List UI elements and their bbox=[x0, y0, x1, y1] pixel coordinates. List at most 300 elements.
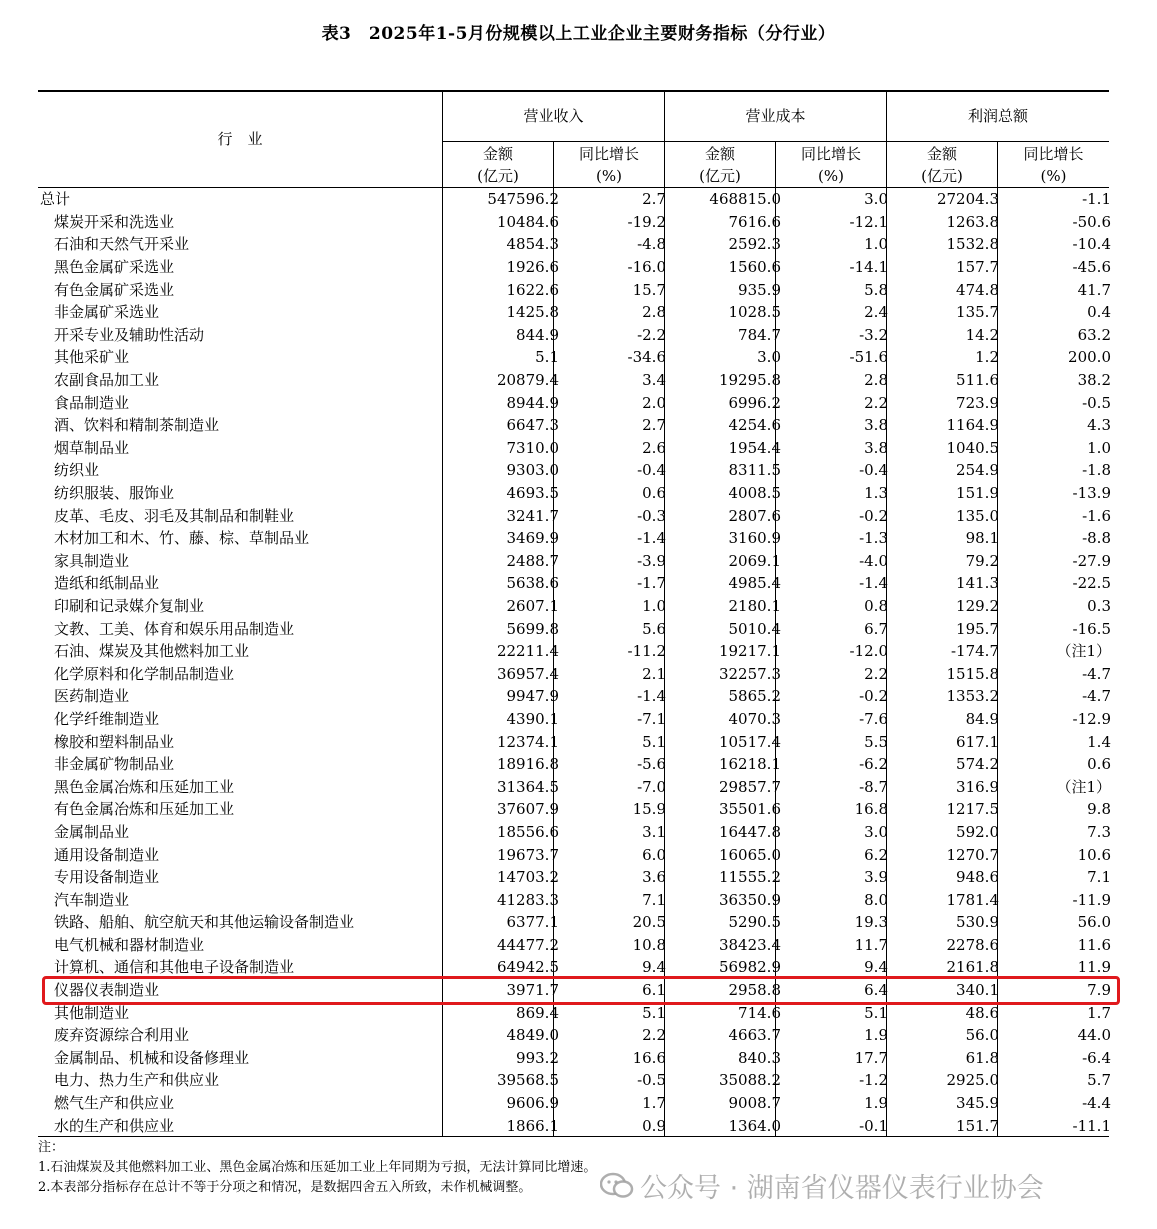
growth-cell: 5.8 bbox=[864, 280, 888, 299]
amount-cell: 5010.4 bbox=[728, 619, 781, 638]
growth-cell: 9.8 bbox=[1087, 800, 1111, 819]
amount-cell: 157.7 bbox=[956, 258, 999, 277]
growth-cell: 7.1 bbox=[1087, 868, 1111, 887]
industry-name: 非金属矿物制品业 bbox=[54, 755, 175, 774]
growth-cell: -0.4 bbox=[859, 461, 888, 480]
note-line: 1.石油煤炭及其他燃料加工业、黑色金属冶炼和压延加工业上年同期为亏损，无法计算同比增速。 bbox=[38, 1160, 597, 1175]
growth-cell: -6.4 bbox=[1082, 1048, 1111, 1067]
growth-cell: 0.3 bbox=[1087, 596, 1111, 615]
amount-cell: 840.3 bbox=[738, 1048, 781, 1067]
amount-cell: 617.1 bbox=[956, 732, 999, 751]
amount-cell: 4008.5 bbox=[728, 484, 781, 503]
industry-name: 化学纤维制造业 bbox=[54, 709, 160, 728]
amount-cell: 316.9 bbox=[956, 777, 999, 796]
industry-name: 酒、饮料和精制茶制造业 bbox=[54, 416, 220, 435]
amount-cell: 141.3 bbox=[956, 574, 999, 593]
industry-name: 金属制品、机械和设备修理业 bbox=[54, 1048, 250, 1067]
amount-cell: 19673.7 bbox=[496, 845, 559, 864]
growth-cell: -1.2 bbox=[859, 1071, 888, 1090]
growth-cell: 5.7 bbox=[1087, 1071, 1111, 1090]
amount-cell: 2488.7 bbox=[506, 551, 559, 570]
growth-cell: 41.7 bbox=[1077, 280, 1111, 299]
growth-cell: -0.2 bbox=[859, 506, 888, 525]
amount-cell: 8311.5 bbox=[728, 461, 781, 480]
growth-cell: 20.5 bbox=[632, 913, 666, 932]
growth-cell: 1.9 bbox=[864, 1026, 888, 1045]
notes bbox=[38, 1138, 596, 1198]
industry-name: 仪器仪表制造业 bbox=[54, 981, 160, 1000]
growth-cell: 0.6 bbox=[1087, 755, 1111, 774]
growth-cell: -12.9 bbox=[1072, 709, 1111, 728]
table-row bbox=[38, 278, 1125, 301]
amount-cell: 19295.8 bbox=[718, 371, 781, 390]
growth-cell: -8.8 bbox=[1082, 529, 1111, 548]
table-row bbox=[38, 369, 1125, 392]
growth-cell: 16.6 bbox=[632, 1048, 666, 1067]
amount-cell: 1425.8 bbox=[506, 303, 559, 322]
amount-cell: 6377.1 bbox=[506, 913, 559, 932]
growth-cell: -2.2 bbox=[637, 325, 666, 344]
amount-cell: 1926.6 bbox=[506, 258, 559, 277]
growth-cell: 5.6 bbox=[642, 619, 666, 638]
amount-cell: 16218.1 bbox=[718, 755, 781, 774]
table-row bbox=[38, 414, 1125, 437]
amount-cell: 1532.8 bbox=[946, 235, 999, 254]
growth-cell: 2.2 bbox=[864, 393, 888, 412]
amount-cell: 38423.4 bbox=[718, 935, 781, 954]
amount-cell: 7616.6 bbox=[728, 212, 781, 231]
industry-name: 其他制造业 bbox=[54, 1003, 130, 1022]
growth-cell: 2.8 bbox=[864, 371, 888, 390]
amount-cell: 1263.8 bbox=[946, 212, 999, 231]
growth-cell: （注1） bbox=[1056, 777, 1111, 796]
industry-name: 电气机械和器材制造业 bbox=[54, 935, 205, 954]
amount-cell: 151.7 bbox=[956, 1116, 999, 1135]
growth-cell: 11.6 bbox=[1077, 935, 1111, 954]
industry-name: 黑色金属矿采选业 bbox=[54, 258, 175, 277]
table-row bbox=[38, 459, 1125, 482]
growth-cell: 3.6 bbox=[642, 868, 666, 887]
amount-cell: 2180.1 bbox=[728, 596, 781, 615]
growth-cell: -11.9 bbox=[1072, 890, 1111, 909]
amount-cell: 1866.1 bbox=[506, 1116, 559, 1135]
amount-cell: 3160.9 bbox=[728, 529, 781, 548]
amount-cell: 2592.3 bbox=[728, 235, 781, 254]
growth-cell: -8.7 bbox=[859, 777, 888, 796]
industry-name: 燃气生产和供应业 bbox=[54, 1094, 175, 1113]
table-row bbox=[38, 775, 1125, 798]
industry-name: 汽车制造业 bbox=[54, 890, 130, 909]
amount-cell: 844.9 bbox=[516, 325, 559, 344]
growth-cell: 10.8 bbox=[632, 935, 666, 954]
amount-cell: 1954.4 bbox=[728, 438, 781, 457]
growth-cell: （注1） bbox=[1056, 642, 1111, 661]
growth-cell: -0.2 bbox=[859, 687, 888, 706]
growth-cell: -11.2 bbox=[627, 642, 666, 661]
growth-cell: -7.6 bbox=[859, 709, 888, 728]
growth-cell: -16.0 bbox=[627, 258, 666, 277]
growth-cell: 2.8 bbox=[642, 303, 666, 322]
growth-cell: -7.1 bbox=[637, 709, 666, 728]
amount-cell: 547596.2 bbox=[487, 190, 559, 209]
industry-name: 专用设备制造业 bbox=[54, 868, 160, 887]
amount-cell: 1.2 bbox=[975, 348, 999, 367]
amount-cell: 135.0 bbox=[956, 506, 999, 525]
growth-cell: 0.8 bbox=[864, 596, 888, 615]
amount-cell: 19217.1 bbox=[718, 642, 781, 661]
amount-cell: 1217.5 bbox=[946, 800, 999, 819]
growth-cell: -3.2 bbox=[859, 325, 888, 344]
amount-cell: 2958.8 bbox=[728, 981, 781, 1000]
table-row bbox=[38, 211, 1125, 234]
growth-header: 同比增长 (%) bbox=[578, 145, 639, 185]
table-row bbox=[38, 730, 1125, 753]
notes-label: 注： bbox=[38, 1140, 65, 1155]
growth-cell: 6.0 bbox=[642, 845, 666, 864]
growth-cell: 6.2 bbox=[864, 845, 888, 864]
growth-cell: 10.6 bbox=[1077, 845, 1111, 864]
table-row bbox=[38, 662, 1125, 685]
amount-cell: 14703.2 bbox=[496, 868, 559, 887]
industry-name: 计算机、通信和其他电子设备制造业 bbox=[54, 958, 295, 977]
growth-cell: -22.5 bbox=[1072, 574, 1111, 593]
amount-cell: 1270.7 bbox=[946, 845, 999, 864]
industry-name: 开采专业及辅助性活动 bbox=[54, 325, 205, 344]
growth-cell: 2.0 bbox=[642, 393, 666, 412]
industry-name: 废弃资源综合利用业 bbox=[54, 1026, 190, 1045]
amount-cell: 37607.9 bbox=[496, 800, 559, 819]
industry-name: 水的生产和供应业 bbox=[54, 1116, 175, 1135]
growth-cell: 63.2 bbox=[1077, 325, 1111, 344]
amount-cell: 345.9 bbox=[956, 1094, 999, 1113]
growth-cell: 1.0 bbox=[864, 235, 888, 254]
amount-cell: 1353.2 bbox=[946, 687, 999, 706]
amount-cell: 64942.5 bbox=[496, 958, 559, 977]
amount-cell: 2161.8 bbox=[946, 958, 999, 977]
amount-cell: 11555.2 bbox=[718, 868, 781, 887]
growth-cell: 44.0 bbox=[1077, 1026, 1111, 1045]
amount-cell: 6996.2 bbox=[728, 393, 781, 412]
amount-cell: 254.9 bbox=[956, 461, 999, 480]
growth-cell: -1.7 bbox=[637, 574, 666, 593]
growth-cell: -51.6 bbox=[849, 348, 888, 367]
growth-cell: 2.2 bbox=[864, 664, 888, 683]
growth-cell: -10.4 bbox=[1072, 235, 1111, 254]
watermark-text: 公众号 · 湖南省仪器仪表行业协会 bbox=[640, 1173, 1044, 1204]
growth-cell: 3.4 bbox=[642, 371, 666, 390]
growth-cell: -7.0 bbox=[637, 777, 666, 796]
growth-cell: 200.0 bbox=[1068, 348, 1111, 367]
table-row bbox=[38, 866, 1125, 889]
amount-cell: 9947.9 bbox=[506, 687, 559, 706]
amount-cell: 592.0 bbox=[956, 822, 999, 841]
industry-name: 食品制造业 bbox=[54, 393, 130, 412]
industry-name: 煤炭开采和洗选业 bbox=[54, 212, 175, 231]
growth-cell: -4.0 bbox=[859, 551, 888, 570]
growth-cell: -19.2 bbox=[627, 212, 666, 231]
table-row bbox=[38, 527, 1125, 550]
growth-cell: -0.5 bbox=[637, 1071, 666, 1090]
growth-cell: -12.0 bbox=[849, 642, 888, 661]
amount-cell: 4693.5 bbox=[506, 484, 559, 503]
amount-cell: 2069.1 bbox=[728, 551, 781, 570]
amount-cell: 10484.6 bbox=[496, 212, 559, 231]
amount-cell: 784.7 bbox=[738, 325, 781, 344]
table-row bbox=[38, 233, 1125, 256]
growth-cell: 2.6 bbox=[642, 438, 666, 457]
table-row bbox=[38, 550, 1125, 573]
industry-name: 家具制造业 bbox=[54, 551, 130, 570]
growth-cell: 9.4 bbox=[864, 958, 888, 977]
wechat-icon bbox=[600, 1172, 634, 1200]
amount-cell: 5699.8 bbox=[506, 619, 559, 638]
table-row bbox=[38, 324, 1125, 347]
amount-cell: 3971.7 bbox=[506, 981, 559, 1000]
industry-name: 铁路、船舶、航空航天和其他运输设备制造业 bbox=[54, 913, 355, 932]
growth-cell: -0.4 bbox=[637, 461, 666, 480]
table-row bbox=[38, 911, 1125, 934]
amount-cell: 32257.3 bbox=[718, 664, 781, 683]
amount-cell: 8944.9 bbox=[506, 393, 559, 412]
amount-cell: 135.7 bbox=[956, 303, 999, 322]
table-row bbox=[38, 934, 1125, 957]
industry-name: 烟草制品业 bbox=[54, 438, 130, 457]
amount-cell: 1622.6 bbox=[506, 280, 559, 299]
amount-cell: 98.1 bbox=[965, 529, 999, 548]
amount-cell: 129.2 bbox=[956, 596, 999, 615]
growth-cell: 11.7 bbox=[854, 935, 888, 954]
industry-name: 纺织服装、服饰业 bbox=[54, 484, 175, 503]
table-row bbox=[38, 482, 1125, 505]
growth-cell: -4.7 bbox=[1082, 664, 1111, 683]
growth-cell: 2.4 bbox=[864, 303, 888, 322]
growth-cell: -4.7 bbox=[1082, 687, 1111, 706]
growth-cell: 1.9 bbox=[864, 1094, 888, 1113]
industry-name: 农副食品加工业 bbox=[54, 371, 160, 390]
table-row bbox=[38, 685, 1125, 708]
growth-cell: 0.6 bbox=[642, 484, 666, 503]
amount-cell: 530.9 bbox=[956, 913, 999, 932]
growth-cell: 6.4 bbox=[864, 981, 888, 1000]
amount-cell: 468815.0 bbox=[709, 190, 781, 209]
growth-cell: 5.1 bbox=[864, 1003, 888, 1022]
amount-cell: 5.1 bbox=[535, 348, 559, 367]
growth-cell: 0.9 bbox=[642, 1116, 666, 1135]
amount-cell: 1560.6 bbox=[728, 258, 781, 277]
industry-header: 行 业 bbox=[217, 130, 263, 148]
growth-cell: -1.4 bbox=[859, 574, 888, 593]
industry-name: 石油和天然气开采业 bbox=[54, 235, 190, 254]
highlight-box bbox=[42, 976, 1120, 1005]
amount-cell: 993.2 bbox=[516, 1048, 559, 1067]
amount-cell: 18916.8 bbox=[496, 755, 559, 774]
amount-cell: 935.9 bbox=[738, 280, 781, 299]
growth-cell: 5.5 bbox=[864, 732, 888, 751]
growth-cell: -34.6 bbox=[627, 348, 666, 367]
growth-cell: -14.1 bbox=[849, 258, 888, 277]
amount-cell: 35088.2 bbox=[718, 1071, 781, 1090]
table-row bbox=[38, 346, 1125, 369]
amount-cell: 9008.7 bbox=[728, 1094, 781, 1113]
industry-name: 木材加工和木、竹、藤、棕、草制品业 bbox=[54, 529, 310, 548]
amount-cell: 195.7 bbox=[956, 619, 999, 638]
table-row bbox=[38, 595, 1125, 618]
amount-cell: 29857.7 bbox=[718, 777, 781, 796]
growth-cell: -4.8 bbox=[637, 235, 666, 254]
industry-name: 黑色金属冶炼和压延加工业 bbox=[54, 777, 235, 796]
amount-cell: 1028.5 bbox=[728, 303, 781, 322]
amount-cell: 12374.1 bbox=[496, 732, 559, 751]
table-row bbox=[38, 640, 1125, 663]
growth-cell: 2.7 bbox=[642, 190, 666, 209]
growth-cell: -1.8 bbox=[1082, 461, 1111, 480]
growth-cell: 1.4 bbox=[1087, 732, 1111, 751]
growth-cell: 38.2 bbox=[1077, 371, 1111, 390]
group-header-revenue: 营业收入 bbox=[523, 107, 584, 125]
amount-cell: -174.7 bbox=[950, 642, 999, 661]
growth-cell: 5.1 bbox=[642, 1003, 666, 1022]
table-row bbox=[38, 617, 1125, 640]
growth-cell: -1.1 bbox=[1082, 190, 1111, 209]
growth-cell: 11.9 bbox=[1077, 958, 1111, 977]
amount-cell: 3241.7 bbox=[506, 506, 559, 525]
industry-name: 有色金属冶炼和压延加工业 bbox=[54, 800, 235, 819]
table-row bbox=[38, 753, 1125, 776]
industry-name: 文教、工美、体育和娱乐用品制造业 bbox=[54, 619, 295, 638]
growth-cell: 1.0 bbox=[1087, 438, 1111, 457]
growth-cell: -0.3 bbox=[637, 506, 666, 525]
amount-cell: 4849.0 bbox=[506, 1026, 559, 1045]
growth-cell: 3.8 bbox=[864, 416, 888, 435]
amount-cell: 2607.1 bbox=[506, 596, 559, 615]
amount-cell: 36957.4 bbox=[496, 664, 559, 683]
amount-cell: 5290.5 bbox=[728, 913, 781, 932]
table-row bbox=[38, 843, 1125, 866]
table-row bbox=[38, 798, 1125, 821]
growth-cell: -11.1 bbox=[1072, 1116, 1111, 1135]
growth-cell: 1.7 bbox=[642, 1094, 666, 1113]
industry-name: 皮革、毛皮、羽毛及其制品和制鞋业 bbox=[54, 506, 295, 525]
industry-name: 橡胶和塑料制品业 bbox=[54, 732, 175, 751]
table-row bbox=[38, 256, 1125, 279]
industry-name: 非金属矿采选业 bbox=[54, 303, 160, 322]
growth-cell: -1.4 bbox=[637, 687, 666, 706]
amount-cell: 151.9 bbox=[956, 484, 999, 503]
amount-cell: 84.9 bbox=[965, 709, 999, 728]
table-row bbox=[38, 188, 1125, 211]
growth-cell: -13.9 bbox=[1072, 484, 1111, 503]
table-title: 表3 2025年1-5月份规模以上工业企业主要财务指标（分行业） bbox=[321, 24, 836, 44]
amount-cell: 1515.8 bbox=[946, 664, 999, 683]
growth-cell: 7.9 bbox=[1087, 981, 1111, 1000]
growth-cell: -1.3 bbox=[859, 529, 888, 548]
growth-cell: 2.7 bbox=[642, 416, 666, 435]
growth-cell: -12.1 bbox=[849, 212, 888, 231]
growth-cell: 56.0 bbox=[1077, 913, 1111, 932]
growth-cell: -4.4 bbox=[1082, 1094, 1111, 1113]
industry-name: 造纸和纸制品业 bbox=[54, 574, 160, 593]
amount-cell: 9606.9 bbox=[506, 1094, 559, 1113]
amount-cell: 4390.1 bbox=[506, 709, 559, 728]
growth-cell: -1.6 bbox=[1082, 506, 1111, 525]
growth-cell: 15.9 bbox=[632, 800, 666, 819]
amount-cell: 9303.0 bbox=[506, 461, 559, 480]
amount-cell: 869.4 bbox=[516, 1003, 559, 1022]
amount-cell: 511.6 bbox=[956, 371, 999, 390]
group-underline bbox=[443, 141, 1109, 142]
amount-cell: 18556.6 bbox=[496, 822, 559, 841]
amount-cell: 56982.9 bbox=[718, 958, 781, 977]
group-header-profit: 利润总额 bbox=[967, 107, 1028, 125]
amount-cell: 4985.4 bbox=[728, 574, 781, 593]
table-row bbox=[38, 888, 1125, 911]
growth-cell: 3.0 bbox=[864, 190, 888, 209]
industry-name: 印刷和记录媒介复制业 bbox=[54, 596, 205, 615]
amount-cell: 16065.0 bbox=[718, 845, 781, 864]
amount-cell: 1781.4 bbox=[946, 890, 999, 909]
amount-cell: 474.8 bbox=[956, 280, 999, 299]
industry-name: 其他采矿业 bbox=[54, 348, 130, 367]
industry-name: 电力、热力生产和供应业 bbox=[54, 1071, 220, 1090]
industry-name: 化学原料和化学制品制造业 bbox=[54, 664, 235, 683]
amount-cell: 61.8 bbox=[965, 1048, 999, 1067]
industry-name: 石油、煤炭及其他燃料加工业 bbox=[54, 642, 250, 661]
amount-cell: 2807.6 bbox=[728, 506, 781, 525]
growth-header: 同比增长 (%) bbox=[1023, 145, 1084, 185]
growth-cell: 2.1 bbox=[642, 664, 666, 683]
growth-cell: 1.3 bbox=[864, 484, 888, 503]
amount-cell: 14.2 bbox=[965, 325, 999, 344]
amount-cell: 27204.3 bbox=[936, 190, 999, 209]
amount-cell: 1364.0 bbox=[728, 1116, 781, 1135]
amount-cell: 41283.3 bbox=[496, 890, 559, 909]
growth-cell: -45.6 bbox=[1072, 258, 1111, 277]
amount-cell: 714.6 bbox=[738, 1003, 781, 1022]
amount-cell: 5865.2 bbox=[728, 687, 781, 706]
amount-cell: 3.0 bbox=[757, 348, 781, 367]
amount-cell: 36350.9 bbox=[718, 890, 781, 909]
amount-header: 金额 (亿元) bbox=[699, 145, 741, 185]
amount-cell: 1164.9 bbox=[946, 416, 999, 435]
amount-cell: 7310.0 bbox=[506, 438, 559, 457]
growth-cell: -5.6 bbox=[637, 755, 666, 774]
growth-cell: -3.9 bbox=[637, 551, 666, 570]
industry-name: 总计 bbox=[40, 190, 71, 209]
amount-cell: 48.6 bbox=[965, 1003, 999, 1022]
amount-cell: 5638.6 bbox=[506, 574, 559, 593]
growth-cell: 3.0 bbox=[864, 822, 888, 841]
top-rule bbox=[38, 90, 1109, 92]
table-row bbox=[38, 504, 1125, 527]
growth-cell: -16.5 bbox=[1072, 619, 1111, 638]
industry-name: 通用设备制造业 bbox=[54, 845, 160, 864]
amount-cell: 10517.4 bbox=[718, 732, 781, 751]
growth-cell: 6.7 bbox=[864, 619, 888, 638]
amount-cell: 3469.9 bbox=[506, 529, 559, 548]
amount-cell: 574.2 bbox=[956, 755, 999, 774]
growth-cell: 16.8 bbox=[854, 800, 888, 819]
amount-cell: 948.6 bbox=[956, 868, 999, 887]
amount-cell: 340.1 bbox=[956, 981, 999, 1000]
amount-cell: 56.0 bbox=[965, 1026, 999, 1045]
growth-cell: 15.7 bbox=[632, 280, 666, 299]
growth-cell: -1.4 bbox=[637, 529, 666, 548]
table-row bbox=[38, 301, 1125, 324]
growth-cell: 4.3 bbox=[1087, 416, 1111, 435]
group-header-cost: 营业成本 bbox=[745, 107, 806, 125]
watermark bbox=[600, 1166, 1044, 1205]
amount-cell: 79.2 bbox=[965, 551, 999, 570]
